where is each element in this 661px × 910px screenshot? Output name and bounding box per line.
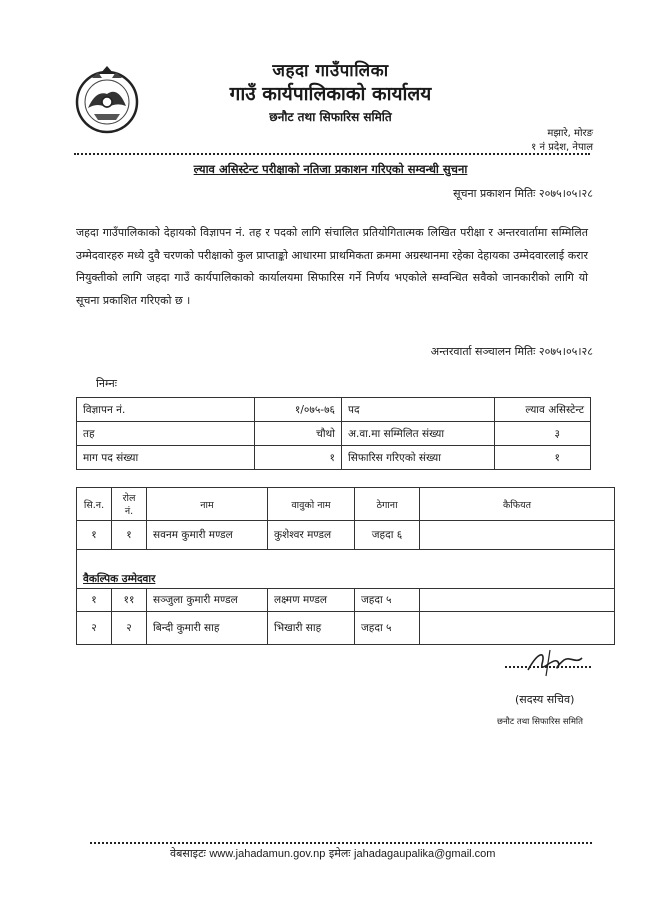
ad-no-value: १/०७५-७६ xyxy=(255,398,342,422)
list-label: निम्नः xyxy=(96,377,117,390)
cell-remarks xyxy=(420,521,615,550)
email-label: इमेलः xyxy=(328,847,351,860)
signatory-committee: छनौट तथा सिफारिस समिति xyxy=(497,717,583,727)
demand-label: माग पद संख्या xyxy=(77,446,255,470)
header-divider xyxy=(74,153,590,155)
cell-sn: २ xyxy=(77,612,112,645)
ad-no-label: विज्ञापन नं. xyxy=(77,398,255,422)
col-father: वावुको नाम xyxy=(268,488,355,521)
signature-image xyxy=(520,648,590,678)
alternate-heading-row xyxy=(77,550,615,589)
recommended-value: १ xyxy=(495,446,591,470)
website-link[interactable]: www.jahadamun.gov.np xyxy=(209,848,326,860)
table-row xyxy=(77,612,615,645)
footer-divider xyxy=(90,842,592,844)
level-label: तह xyxy=(77,422,255,446)
cell-name: बिन्दी कुमारी साह xyxy=(147,612,268,645)
committee-name: छनौट तथा सिफारिस समिति xyxy=(269,110,392,124)
table-row xyxy=(77,398,591,422)
cell-address: जहदा ६ xyxy=(355,521,420,550)
cell-name: सञ्जुला कुमारी मण्डल xyxy=(147,589,268,612)
col-sn: सि.न. xyxy=(77,488,112,521)
demand-value: १ xyxy=(255,446,342,470)
cell-father: भिखारी साह xyxy=(268,612,355,645)
cell-father: लक्ष्मण मण्डल xyxy=(268,589,355,612)
col-roll: रोल नं. xyxy=(112,488,147,521)
signatory-role: (सदस्य सचिव) xyxy=(515,693,575,706)
table-header-row xyxy=(77,488,615,521)
col-address: ठेगाना xyxy=(355,488,420,521)
table-row xyxy=(77,589,615,612)
table-row xyxy=(77,521,615,550)
post-label: पद xyxy=(342,398,495,422)
col-name: नाम xyxy=(147,488,268,521)
recommended-label: सिफारिस गरिएको संख्या xyxy=(342,446,495,470)
cell-remarks xyxy=(420,589,615,612)
attended-label: अ.वा.मा सम्मिलित संख्या xyxy=(342,422,495,446)
footer-contact xyxy=(170,846,495,861)
cell-remarks xyxy=(420,612,615,645)
cell-address: जहदा ५ xyxy=(355,612,420,645)
interview-date: अन्तरवार्ता सञ्चालन मितिः २०७५।०५।२८ xyxy=(430,345,593,358)
signature-line xyxy=(505,666,591,668)
cell-name: सवनम कुमारी मण्डल xyxy=(147,521,268,550)
address-line-2: १ नं प्रदेश, नेपाल xyxy=(531,142,593,153)
cell-roll: १ xyxy=(112,521,147,550)
vacancy-info-table xyxy=(76,397,591,470)
notice-body: जहदा गाउँपालिकाको देहायको विज्ञापन नं. तह र पदको लागि संचालित प्रतियोगितात्मक लिखित परीक्षा र अन्तरवार्तामा सम्मिलित उम्मेदवारहरु मध्ये दुवै चरणको परीक्षाको कुल प्राप्ताङ्को आधारमा प्राथमिकता क्रममा अग्रस्थानमा रहेका देहायका उम्मेदवारलाई करार नियुक्तीको लागि जहदा गाउँ कार्यपालिकाको कार्यालयमा सिफारिस गर्ने निर्णय भएकोले सम्वन्धित सवैको जानकारीको लागि यो सूचना प्रकाशित गरिएको छ । xyxy=(76,226,588,307)
cell-father: कुशेश्वर मण्डल xyxy=(268,521,355,550)
email-link[interactable]: jahadagaupalika@gmail.com xyxy=(354,848,496,860)
level-value: चौथो xyxy=(255,422,342,446)
cell-sn: १ xyxy=(77,589,112,612)
table-row xyxy=(77,446,591,470)
website-label: वेबसाइटः xyxy=(170,847,206,860)
cell-address: जहदा ५ xyxy=(355,589,420,612)
cell-roll: ११ xyxy=(112,589,147,612)
address-line-1: मझारे, मोरङ xyxy=(547,128,593,139)
cell-sn: १ xyxy=(77,521,112,550)
post-value: ल्याव असिस्टेन्ट xyxy=(495,398,591,422)
office-name: गाउँ कार्यपालिकाको कार्यालय xyxy=(229,83,432,105)
table-row xyxy=(77,422,591,446)
candidates-table xyxy=(76,487,615,645)
notice-subject: ल्याव असिस्टेन्ट परीक्षाको नतिजा प्रकाशन गरिएको सम्वन्धी सुचना xyxy=(193,162,468,176)
cell-roll: २ xyxy=(112,612,147,645)
notice-date: सूचना प्रकाशन मितिः २०७५।०५।२८ xyxy=(453,187,593,200)
municipality-name: जहदा गाउँपालिका xyxy=(272,61,389,81)
attended-value: ३ xyxy=(495,422,591,446)
alternate-heading: वैकल्पिक उम्मेदवार xyxy=(77,550,615,589)
col-remarks: कैफियत xyxy=(420,488,615,521)
